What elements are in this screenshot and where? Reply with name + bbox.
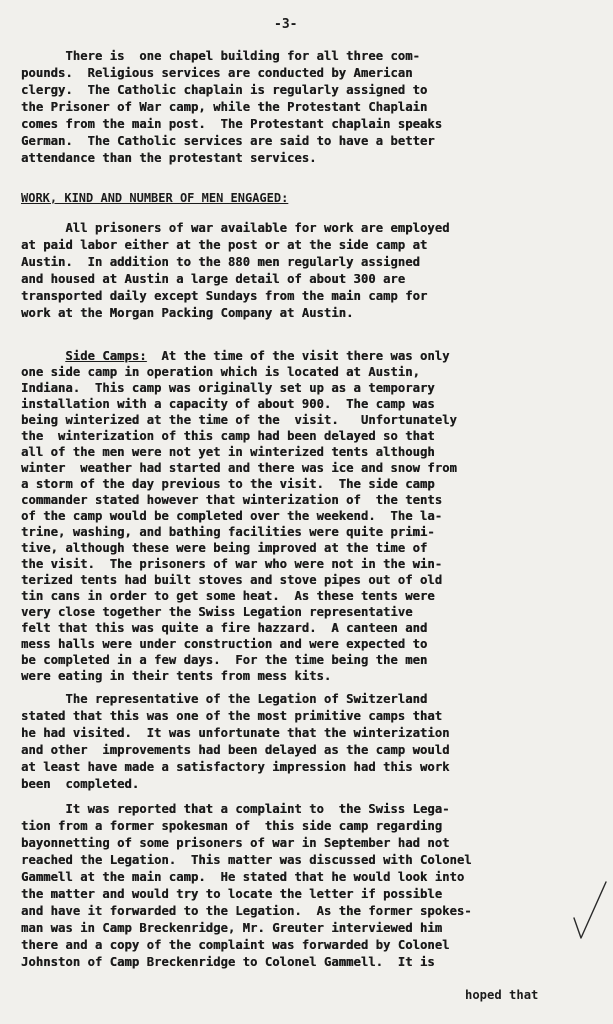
text-line: mess halls were under construction and were expected to	[21, 637, 428, 651]
check-mark-icon	[572, 880, 608, 940]
text-line: tin cans in order to get some heat. As these tents were	[21, 589, 435, 603]
text-line: It was reported that a complaint to the Swiss Lega-	[21, 802, 450, 816]
side-camps-label: Side Camps:	[65, 349, 147, 363]
text-line: felt that this was quite a fire hazzard. A canteen and	[21, 621, 428, 635]
text-line: commander stated however that winterization of the tents	[21, 493, 443, 507]
text-line: Austin. In addition to the 880 men regularly assigned	[21, 255, 420, 269]
text-line: winter weather had started and there was ice and snow from	[21, 461, 457, 475]
text-line: and have it forwarded to the Legation. As the former spokes-	[21, 904, 472, 918]
text-line: the Prisoner of War camp, while the Protestant Chaplain	[21, 100, 428, 114]
text-line: There is one chapel building for all three com-	[21, 49, 420, 63]
text-line: attendance than the protestant services.	[21, 151, 317, 165]
text-line: a storm of the day previous to the visit. The side camp	[21, 477, 435, 491]
text-line: being winterized at the time of the visit. Unfortunately	[21, 413, 457, 427]
text-line: trine, washing, and bathing facilities were quite primi-	[21, 525, 435, 539]
text-line: German. The Catholic services are said to have a better	[21, 134, 435, 148]
text-line: installation with a capacity of about 900. The camp was	[21, 397, 435, 411]
text-line: and other improvements had been delayed as the camp would	[21, 743, 450, 757]
text-line: be completed in a few days. For the time being the men	[21, 653, 428, 667]
text-line: Indiana. This camp was originally set up as a temporary	[21, 381, 435, 395]
text-line: stated that this was one of the most primitive camps that	[21, 709, 443, 723]
text-line: and housed at Austin a large detail of about 300 are	[21, 272, 406, 286]
text-line: Gammell at the main camp. He stated that he would look into	[21, 870, 465, 884]
text-line: there and a copy of the complaint was forwarded by Colonel	[21, 938, 450, 952]
text-line: he had visited. It was unfortunate that the winterization	[21, 726, 450, 740]
text-line: Johnston of Camp Breckenridge to Colonel Gammell. It is	[21, 955, 435, 969]
text-line: been completed.	[21, 777, 140, 791]
text-line: the visit. The prisoners of war who were not in the win-	[21, 557, 443, 571]
continuation-text: hoped that	[465, 988, 539, 1002]
text-span: At the time of the visit there was only	[146, 349, 450, 363]
text-line: were eating in their tents from mess kits.	[21, 669, 332, 683]
text-line: of the camp would be completed over the weekend. The la-	[21, 509, 443, 523]
text-line: at paid labor either at the post or at the side camp at	[21, 238, 428, 252]
text-line: transported daily except Sundays from the main camp for	[21, 289, 428, 303]
text-line: the winterization of this camp had been delayed so that	[21, 429, 435, 443]
text-line: the matter and would try to locate the letter if possible	[21, 887, 443, 901]
text-line: tion from a former spokesman of this side camp regarding	[21, 819, 443, 833]
text-line: reached the Legation. This matter was discussed with Colonel	[21, 853, 472, 867]
text-line: very close together the Swiss Legation representative	[21, 605, 413, 619]
text-line: one side camp in operation which is located at Austin,	[21, 365, 420, 379]
text-line: all of the men were not yet in winterized tents although	[21, 445, 435, 459]
section-heading: WORK, KIND AND NUMBER OF MEN ENGAGED:	[21, 191, 289, 205]
text-line: work at the Morgan Packing Company at Austin.	[21, 306, 354, 320]
text-line: The representative of the Legation of Switzerland	[21, 692, 428, 706]
text-line: man was in Camp Breckenridge, Mr. Greuter interviewed him	[21, 921, 443, 935]
text-line: bayonnetting of some prisoners of war in September had not	[21, 836, 450, 850]
text-line: terized tents had built stoves and stove pipes out of old	[21, 573, 443, 587]
text-line	[21, 350, 449, 362]
text-line: tive, although these were being improved at the time of	[21, 541, 428, 555]
text-line: clergy. The Catholic chaplain is regularly assigned to	[21, 83, 428, 97]
page-number: -3-	[274, 17, 298, 32]
text-line: comes from the main post. The Protestant chaplain speaks	[21, 117, 443, 131]
text-line: pounds. Religious services are conducted by American	[21, 66, 413, 80]
text-line: All prisoners of war available for work are employed	[21, 221, 450, 235]
text-line: at least have made a satisfactory impression had this work	[21, 760, 450, 774]
